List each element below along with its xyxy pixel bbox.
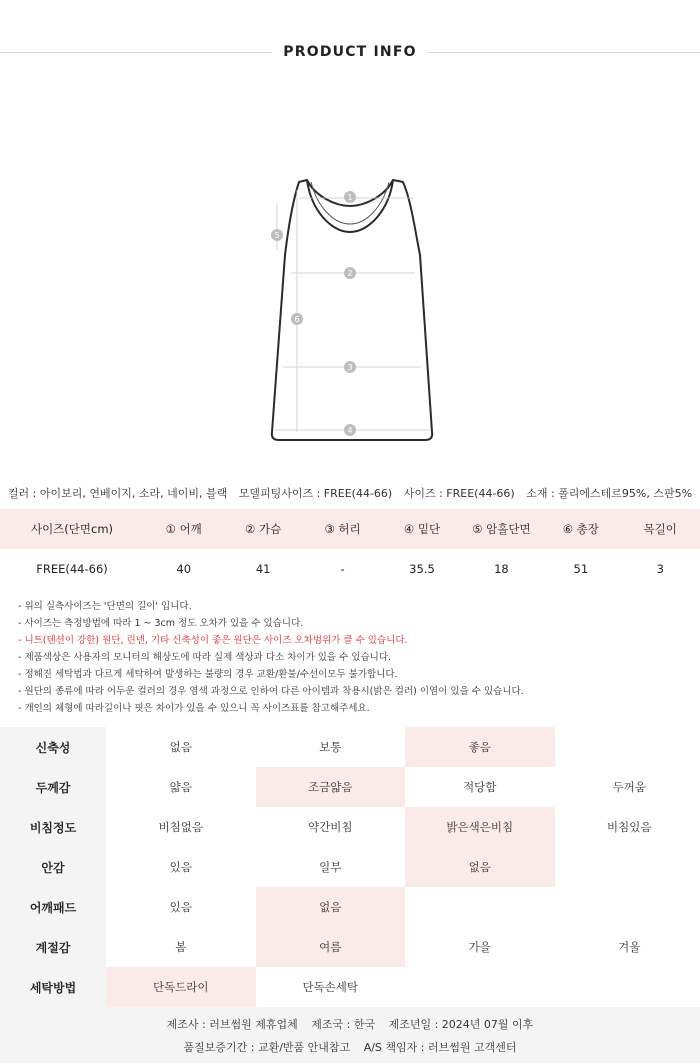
attribute-row (0, 967, 700, 1007)
marker-5 (271, 229, 283, 241)
size-header-cell: ③ 허리 (324, 522, 361, 536)
section-header (0, 0, 700, 104)
material-info: 소재 : 폴리에스테르95%, 스판5% (526, 487, 693, 500)
note-item: - 원단의 종류에 따라 어두운 컬러의 경우 염색 과정으로 인하여 다른 아이템과 착용시(밝은 컬러) 이염이 있을 수 있습니다. (18, 686, 524, 697)
marker-3 (344, 361, 356, 373)
size-header-cell: 목길이 (643, 522, 677, 536)
size-header-cell: 사이즈(단면cm) (30, 522, 114, 536)
attribute-label: 세탁방법 (0, 967, 106, 1007)
attribute-option: 있음 (169, 860, 192, 874)
attribute-option: 없음 (169, 740, 192, 754)
model-size-info: 모델피팅사이즈 : FREE(44-66) (238, 487, 393, 500)
size-header-cell: ⑤ 암홀단면 (472, 522, 531, 536)
product-summary (0, 485, 700, 501)
attribute-option-selected: 좋음 (405, 727, 555, 767)
size-cell: - (340, 562, 345, 576)
attribute-option: 비침있음 (607, 820, 652, 834)
attribute-option: 겨울 (618, 940, 641, 954)
attribute-row (0, 927, 700, 967)
note-item: - 제품색상은 사용자의 모니터의 해상도에 따라 실제 색상과 다소 차이가 있을 수 있습니다. (18, 652, 392, 663)
marker-6 (291, 313, 303, 325)
attribute-row (0, 767, 700, 807)
marker-6-label: 6 (294, 315, 300, 324)
attribute-option: 두꺼움 (612, 780, 646, 794)
attribute-option: 단독손세탁 (302, 980, 359, 994)
header-divider-right (428, 52, 700, 53)
attribute-label: 계절감 (0, 927, 106, 967)
maker-info: 제조사 : 러브썸원 제휴업체 (166, 1018, 298, 1031)
attribute-row (0, 847, 700, 887)
size-header-cell: ⑥ 총장 (562, 522, 599, 536)
color-info: 컬러 : 아이보리, 연베이지, 소라, 네이비, 블랙 (7, 487, 228, 500)
attribute-option (405, 967, 555, 1007)
garment-outline (272, 180, 432, 440)
attribute-option-selected: 단독드라이 (106, 967, 256, 1007)
marker-3-label: 3 (347, 363, 353, 372)
date-info: 제조년일 : 2024년 07월 이후 (388, 1018, 534, 1031)
attribute-option: 있음 (169, 900, 192, 914)
size-cell: FREE(44-66) (36, 562, 108, 576)
size-cell: 35.5 (409, 562, 435, 576)
attribute-option (555, 847, 700, 887)
attribute-row (0, 887, 700, 927)
note-item: - 위의 실측사이즈는 '단면의 길이' 입니다. (18, 601, 192, 612)
as-info: A/S 책임자 : 러브썸원 고객센터 (363, 1041, 517, 1054)
attribute-option: 적당함 (463, 780, 497, 794)
size-cell: 51 (573, 562, 589, 576)
section-title: PRODUCT INFO (283, 44, 417, 60)
size-header-cell: ② 가슴 (245, 522, 282, 536)
marker-1 (344, 191, 356, 203)
attribute-option: 얇음 (169, 780, 192, 794)
attribute-table (0, 727, 700, 1007)
attribute-option-selected: 없음 (405, 847, 555, 887)
size-cell: 18 (494, 562, 509, 576)
attribute-option (555, 967, 700, 1007)
attribute-label: 어깨패드 (0, 887, 106, 927)
note-item: - 사이즈는 측정방법에 따라 1 ~ 3cm 정도 오차가 있을 수 있습니다. (18, 618, 304, 629)
country-info: 제조국 : 한국 (311, 1018, 376, 1031)
marker-4 (344, 424, 356, 436)
attribute-option: 봄 (175, 940, 187, 954)
table-row (0, 549, 700, 589)
attribute-option: 보통 (319, 740, 342, 754)
attribute-option-selected: 밝은색은비침 (405, 807, 555, 847)
attribute-label: 안감 (0, 847, 106, 887)
attribute-row (0, 807, 700, 847)
attribute-option (555, 727, 700, 767)
manufacturer-footer (0, 1007, 700, 1063)
attribute-option: 비침없음 (158, 820, 203, 834)
size-cell: 3 (656, 562, 664, 576)
attribute-option-selected: 없음 (256, 887, 406, 927)
marker-2-label: 2 (347, 269, 353, 278)
attribute-option: 약간비침 (308, 820, 353, 834)
marker-2 (344, 267, 356, 279)
size-cell: 40 (176, 562, 192, 576)
attribute-row (0, 727, 700, 767)
size-info: 사이즈 : FREE(44-66) (403, 487, 515, 500)
size-header-cell: ④ 밑단 (403, 522, 441, 536)
marker-1-label: 1 (347, 193, 353, 202)
footer-row (0, 1039, 700, 1055)
note-item: - 개인의 체형에 따라길이나 핏은 차이가 있을 수 있으니 꼭 사이즈표를 참고해주세요. (18, 703, 370, 714)
attribute-option: 일부 (319, 860, 342, 874)
marker-4-label: 4 (347, 426, 353, 435)
notes-list (18, 598, 698, 717)
size-table (0, 509, 700, 589)
attribute-option-selected: 조금얇음 (256, 767, 406, 807)
garment-diagram (255, 170, 445, 452)
attribute-option (405, 887, 555, 927)
size-header-cell: ① 어깨 (165, 522, 202, 536)
marker-5-label: 5 (274, 231, 280, 240)
attribute-label: 비침정도 (0, 807, 106, 847)
size-table-header (0, 509, 700, 549)
note-item-warning: - 니트(텐션이 강한) 원단, 린넨, 기타 신축성이 좋은 원단은 사이즈 오차범위가 클 수 있습니다. (18, 635, 408, 646)
attribute-option-selected: 여름 (256, 927, 406, 967)
attribute-option (555, 887, 700, 927)
attribute-label: 두께감 (0, 767, 106, 807)
warranty-info: 품질보증기간 : 교환/반품 안내참고 (183, 1041, 351, 1054)
attribute-option: 가을 (468, 940, 491, 954)
footer-row (0, 1016, 700, 1032)
size-cell: 41 (255, 562, 271, 576)
note-item: - 정해진 세탁법과 다르게 세탁하여 발생하는 불량의 경우 교환/환불/수선이모두 불가합니다. (18, 669, 398, 680)
attribute-label: 신축성 (0, 727, 106, 767)
